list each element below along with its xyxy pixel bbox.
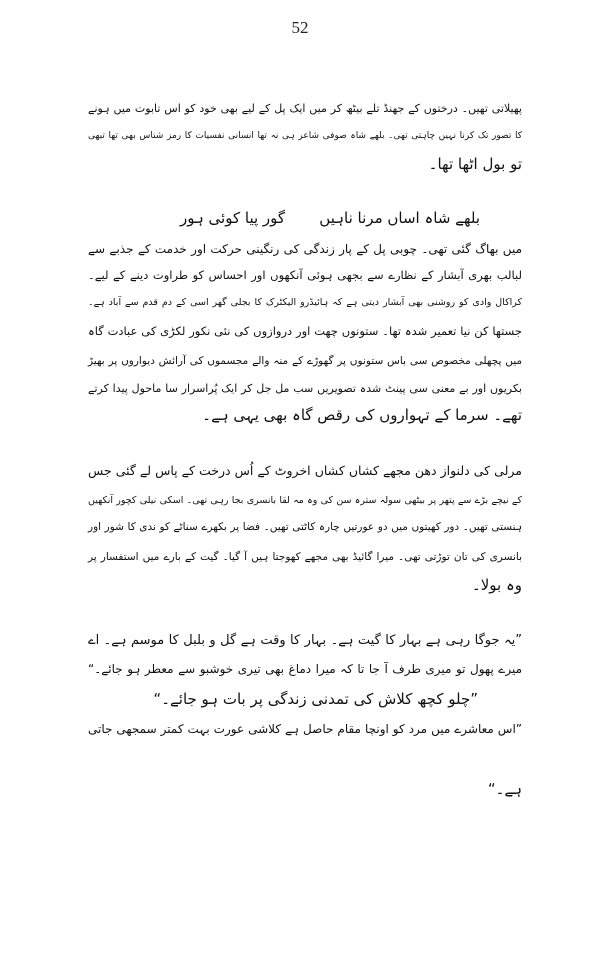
quote-line-1: ”یہ جوگا رہی ہے بہار کا گیت ہے۔ بہار کا وقت ہے گل و بلبل کا موسم ہے۔ اے [88, 633, 522, 648]
text-line-15: وہ بولا۔ [471, 576, 522, 594]
text-line-4: میں بھاگ گئی تھی۔ چوبی پل کے پار زندگی کی رنگینی حرکت اور خدمت کے جذبے سے [88, 242, 522, 256]
text-line-2: کا تصور تک کرنا نہیں چاہتی تھی۔ بلھے شاہ صوفی شاعر ہی نہ تھا انسانی نفسیات کا رمز شناس بھی تھا تبھی [88, 131, 522, 141]
quote-line-2: میرے پھول تو میری طرف آ جا تا کہ میرا دماغ بھی تیری خوشبو سے معطر ہو جائے۔“ [88, 662, 522, 676]
text-line-9: بکریوں اور بے معنی سی پینٹ شدہ تصویریں سب مل جل کر ایک پُراسرار سا ماحول پیدا کرتے [88, 382, 522, 395]
text-line-10: تھے۔ سرما کے تہواروں کی رقص گاہ بھی یہی ہے۔ [202, 406, 522, 424]
page-number: 52 [291, 18, 309, 37]
text-line-7: جستھا کن نیا تعمیر شدہ تھا۔ ستونوں چھت اور دروازوں کی نئی نکور لکڑی کی عبادت گاہ [88, 324, 522, 338]
text-line-12: کے نیچے بڑے سے پتھر پر بیٹھی سولہ سترہ سن کی وہ مہ لقا بانسری بجا رہی تھی۔ اسکی نیلی کچور آنکھیں [88, 495, 522, 506]
text-line-1: پھیلاتی تھیں۔ درختوں کے جھنڈ تلے بیٹھ کر میں ایک پل کے لیے بھی خود کو اس تابوت میں ہونے [88, 102, 522, 115]
text-line-6: کراکال وادی کو روشنی بھی آبشار دیتی ہے کہ ہائیڈرو الیکٹرک کا بجلی گھر اسی کے دم قدم سے آباد ہے۔ [88, 297, 522, 308]
text-line-13: ہنستی تھیں۔ دور کھیتوں میں دو عورتیں چارہ کاٹتی تھیں۔ فضا پر بکھرے سناٹے کو ندی کا شور اور [88, 521, 522, 533]
verse-first-hemistich: بلھے شاہ اساں مرنا ناہیں [319, 209, 480, 227]
text-line-11: مرلی کی دلنواز دھن مجھے کشاں کشاں اخروٹ کے اُس درخت کے پاس لے گئی جس [88, 463, 522, 478]
poetry-verse [180, 207, 480, 229]
text-line-14: بانسری کی تان توڑتی تھی۔ میرا گائیڈ بھی مجھے کھوجتا ہیں آ گیا۔ گیت کے بارے میں استفسار پر [88, 551, 522, 563]
quote-line-3: ”چلو کچھ کلاش کی تمدنی زندگی پر بات ہو جائے۔“ [153, 690, 478, 708]
text-line-3: تو بول اٹھا تھا۔ [428, 155, 522, 173]
text-line-5: لبالب بھری آبشار کے نظارے سے بجھی ہوئی آنکھوں اور احساس کو طراوت دینے کے لیے۔ [88, 268, 522, 282]
text-line-8: میں پچھلی مخصوص سی باس ستونوں پر گھوڑے کے منہ والے مجسموں کی آرائش دیواروں پر بھیڑ [88, 355, 522, 367]
quote-line-4: ”اس معاشرے میں مرد کو اونچا مقام حاصل ہے کلاشی عورت بہت کمتر سمجھی جاتی [88, 722, 522, 736]
quote-line-5: ہے۔“ [487, 780, 522, 798]
verse-second-hemistich: گور پیا کوئی ہور [180, 209, 286, 227]
